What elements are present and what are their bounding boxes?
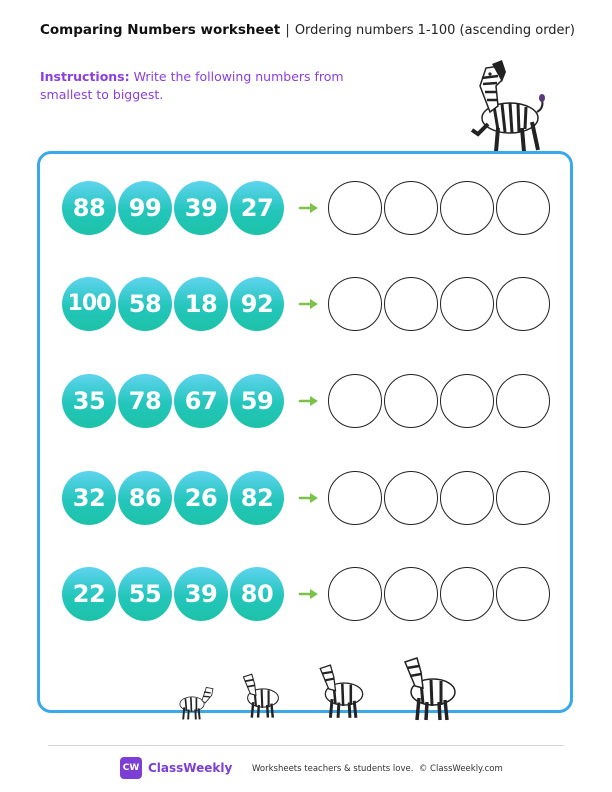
zebra-top-illustration [452,56,548,156]
classweekly-logo-icon: CW [120,757,142,779]
number-bubble: 39 [174,567,228,621]
number-bubble: 67 [174,374,228,428]
number-bubble: 59 [230,374,284,428]
footer [120,757,540,779]
answer-circle[interactable] [440,374,494,428]
number-bubble: 82 [230,471,284,525]
answer-circle[interactable] [496,567,550,621]
arrow-right-icon [298,392,320,410]
answer-circle[interactable] [328,374,382,428]
instructions-text: Write the following numbers from smallest to biggest. [40,69,344,102]
worksheet-subtitle: Ordering numbers 1-100 (ascending order) [294,23,575,38]
number-bubble: 32 [62,471,116,525]
zebra-icon-large [405,658,455,720]
answer-circle[interactable] [440,277,494,331]
answer-circle[interactable] [328,277,382,331]
answer-circle[interactable] [496,277,550,331]
number-bubble: 55 [118,567,172,621]
number-bubble: 86 [118,471,172,525]
zebras-bottom-illustration [165,650,475,722]
number-bubble: 18 [174,277,228,331]
answer-circle[interactable] [328,181,382,235]
answer-circle[interactable] [328,567,382,621]
answer-circle[interactable] [496,374,550,428]
number-bubble: 26 [174,471,228,525]
number-bubble: 22 [62,567,116,621]
answer-circle[interactable] [384,277,438,331]
instructions-label: Instructions: [40,69,130,84]
instructions [40,68,370,104]
exercise-row [62,277,562,333]
number-bubble: 39 [174,181,228,235]
exercise-row [62,471,562,527]
answer-circle[interactable] [440,471,494,525]
zebra-icon-medium-1 [243,674,278,717]
number-bubble: 80 [230,567,284,621]
zebra-icon [472,60,545,152]
answer-circle[interactable] [440,567,494,621]
number-bubble: 35 [62,374,116,428]
arrow-right-icon [298,295,320,313]
worksheet-title: Comparing Numbers worksheet [40,22,281,38]
number-bubble: 58 [118,277,172,331]
number-bubble: 78 [118,374,172,428]
number-bubble: 88 [62,181,116,235]
tagline-text: Worksheets teachers & students love. [252,764,414,774]
zebra-icon-small [180,688,213,720]
arrow-right-icon [298,585,320,603]
answer-circle[interactable] [440,181,494,235]
answer-circle[interactable] [496,471,550,525]
exercise-row [62,567,562,623]
number-bubble: 27 [230,181,284,235]
answer-circle[interactable] [384,181,438,235]
number-bubble: 99 [118,181,172,235]
title-separator: | [285,22,290,38]
answer-circle[interactable] [496,181,550,235]
arrow-right-icon [298,199,320,217]
worksheet-header [40,22,580,44]
footer-divider [48,745,564,746]
brand-name: ClassWeekly [148,761,233,775]
answer-circle[interactable] [384,374,438,428]
number-bubble: 100 [62,277,116,331]
number-bubble: 92 [230,277,284,331]
exercise-row [62,374,562,430]
zebra-icon-medium-2 [320,665,363,718]
arrow-right-icon [298,489,320,507]
footer-tagline [252,764,503,774]
answer-circle[interactable] [384,567,438,621]
exercise-row [62,181,562,237]
answer-circle[interactable] [384,471,438,525]
copyright-text: © ClassWeekly.com [418,764,503,774]
answer-circle[interactable] [328,471,382,525]
